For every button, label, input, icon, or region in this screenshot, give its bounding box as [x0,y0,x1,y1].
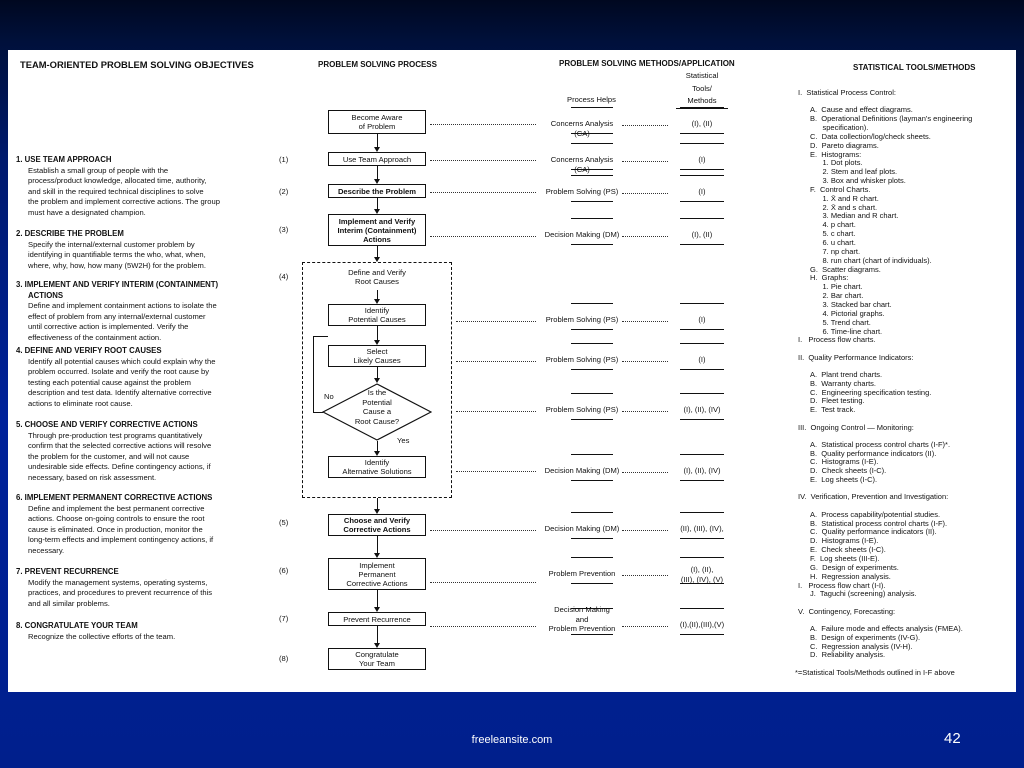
tools-underline [680,343,724,344]
tools-item: specification). [810,122,869,132]
statistical-tools-ref: (I), (II), (III), (IV), (V) [680,565,724,584]
decision-text: Is the Potential Cause a Root Cause? [354,388,400,426]
objective-text: long-term effects and implement contingency actions, if [28,535,214,545]
process-help: Problem Prevention [548,569,616,578]
objective-heading: 4. DEFINE AND VERIFY ROOT CAUSES [16,346,162,355]
tools-underline [680,608,724,609]
tools-item: B. Quality performance indicators (II). [810,448,937,458]
process-help: Concerns Analysis (CA) [550,119,614,138]
help-underline [571,393,613,394]
dotted-leader [622,236,668,237]
objective-text: Specify the internal/external customer problem by [28,239,195,249]
help-underline [571,634,613,635]
objective-text: process/product knowledge, allocated time, authority, [28,176,207,186]
flow-connector [377,536,378,554]
step-number: (4) [279,272,289,281]
help-underline [571,454,613,455]
process-step-box: Choose and Verify Corrective Actions [328,514,426,536]
tools-underline [680,557,724,558]
process-help: Problem Solving (PS) [545,315,619,324]
statistical-tools-ref: (I) [698,355,706,364]
objective-text: necessary. [28,546,65,555]
tools-underline [680,244,724,245]
help-underline [571,329,613,330]
tools-item: 1. X̄ and R chart. [810,193,879,203]
statistical-tools-ref: (I), (II), (IV) [683,405,721,414]
help-underline [571,512,613,513]
tools-underline [680,169,724,170]
process-help: Decision Making (DM) [544,466,620,475]
tools-item: 3. Median and R chart. [810,211,899,221]
tools-item: C. Histograms (I-E). [810,457,879,467]
tools-underline [680,454,724,455]
methods-title: PROBLEM SOLVING METHODS/APPLICATION [559,59,735,68]
step-number: (6) [279,566,289,575]
objective-heading: 7. PREVENT RECURRENCE [16,567,119,576]
tools-item: 4. Pictorial graphs. [810,308,885,318]
tools-underline [680,218,724,219]
help-underline [571,419,613,420]
flow-arrow [374,378,380,383]
tools-item: 4. p chart. [810,220,856,230]
tools-underline [680,512,724,513]
process-step-box: Implement Permanent Corrective Actions [328,558,426,590]
flow-arrow [374,147,380,152]
dotted-leader [430,160,536,161]
flow-arrow [374,340,380,345]
objective-text: Modify the management systems, operating systems, [28,577,208,587]
objective-text: description and test data. Identify alternative corrective [28,388,212,398]
objective-text: until corrective action is implemented. Verify the [28,322,189,332]
objective-text: Define and implement containment actions to isolate the [28,301,217,311]
tools-item: B. Operational Definitions (layman's engineering [810,114,973,124]
no-loop-line [313,412,323,413]
tools-item: 8. run chart (chart of individuals). [810,255,932,265]
objective-text: Recognize the collective efforts of the team. [28,631,176,641]
tools-underline [680,419,724,420]
flow-arrow [374,179,380,184]
flow-arrow [374,451,380,456]
footer-site: freeleansite.com [471,734,553,746]
statistical-tools-ref: (I) [698,187,706,196]
tools-section-heading: I. Process flow chart (I-I). [798,580,886,590]
tools-item: G. Scatter diagrams. [810,264,881,274]
dotted-leader [456,471,536,472]
statistical-tools-ref: (I), (II), (IV) [683,466,721,475]
help-underline [571,244,613,245]
objective-text: and skill in the required technical disciplines to solve [28,186,204,196]
tools-underline [680,303,724,304]
statistical-tools-ref: (I),(II),(III),(V) [679,620,725,629]
objective-text: and all similar problems. [28,598,110,608]
dotted-leader [430,582,536,583]
tools-underline [680,393,724,394]
objective-text: actions to eliminate root cause. [28,399,133,408]
flow-connector [377,626,378,644]
objective-heading: 8. CONGRATULATE YOUR TEAM [16,621,138,630]
objective-text: undesirable side effects. Define contingency actions, if [28,462,211,472]
flow-arrow [374,553,380,558]
flow-connector [377,166,378,180]
statistical-tools-ref: (II), (III), (IV), [680,524,724,533]
tools-item: *=Statistical Tools/Methods outlined in I-F above [795,667,955,677]
dotted-leader [622,626,668,627]
tools-item: C. Regression analysis (IV-H). [810,641,913,651]
tools-underline [680,143,724,144]
objective-heading: 5. CHOOSE AND VERIFY CORRECTIVE ACTIONS [16,420,198,429]
tools-item: H. Regression analysis. [810,571,891,581]
tools-item: 5. c chart. [810,229,856,239]
tools-item: 7. np chart. [810,246,861,256]
tools-title: STATISTICAL TOOLS/METHODS [853,63,976,72]
objective-text: cause is eliminated. Once in production, monitor the [28,524,203,534]
dotted-leader [622,361,668,362]
tools-item: E. Histograms: [810,149,862,159]
tools-underline [680,538,724,539]
tools-section-heading: V. Contingency, Forecasting: [798,606,896,616]
dotted-leader [622,472,668,473]
objective-text: the problem for the customer, and will not cause [28,451,190,461]
process-step-box: Describe the Problem [328,184,426,198]
objective-text: Define and implement the best permanent corrective [28,503,205,513]
process-help: Decision Making and Problem Prevention [548,605,616,633]
flow-arrow [374,299,380,304]
tools-item: G. Design of experiments. [810,562,899,572]
tools-item: 1. Pie chart. [810,282,863,292]
process-step-box: Prevent Recurrence [328,612,426,626]
group-title: Define and Verify Root Causes [348,268,406,286]
dotted-leader [622,530,668,531]
objective-text: where, why, how, how many (5W2H) for the problem. [28,260,206,270]
tools-item: A. Cause and effect diagrams. [810,105,913,115]
step-number: (7) [279,614,289,623]
flow-connector [377,590,378,608]
tools-underline [680,201,724,202]
objective-text: the problem and implement corrective actions. The group [28,197,220,207]
flow-arrow [374,509,380,514]
process-help: Problem Solving (PS) [545,187,619,196]
step-number: (3) [279,225,289,234]
tools-item: C. Engineering specification testing. [810,387,932,397]
tools-item: D. Pareto diagrams. [810,140,879,150]
flow-connector [377,134,378,148]
tools-item: E. Test track. [810,405,856,415]
help-underline [571,107,613,108]
help-underline [571,303,613,304]
dotted-leader [430,626,536,627]
process-step-box: Become Aware of Problem [328,110,426,134]
tools-item: C. Data collection/log/check sheets. [810,131,931,141]
tools-item: 2. Stem and leaf plots. [810,167,898,177]
process-help: Problem Solving (PS) [545,405,619,414]
objective-heading: 2. DESCRIBE THE PROBLEM [16,229,124,238]
no-loop-line [313,336,314,412]
no-loop-line [313,336,328,337]
tools-item: F. Control Charts. [810,184,871,194]
dotted-leader [430,124,536,125]
objectives-title: TEAM-ORIENTED PROBLEM SOLVING OBJECTIVES [20,59,254,70]
tools-section-heading: III. Ongoing Control — Monitoring: [798,422,914,432]
help-underline [571,201,613,202]
objective-text: must have a designated champion. [28,208,146,217]
tools-section-heading: IV. Verification, Prevention and Investigation: [798,492,949,502]
no-label: No [324,392,334,401]
tools-item: C. Quality performance indicators (II). [810,527,937,537]
tools-underline [680,107,724,108]
tools-underline [680,175,724,176]
tools-item: 3. Stacked bar chart. [810,299,892,309]
objective-text: necessary, based on risk assessment. [28,473,157,482]
dotted-leader [622,321,668,322]
help-underline [571,218,613,219]
tools-item: D. Check sheets (I-C). [810,466,887,476]
statistical-tools-ref: (I) [698,155,706,164]
objective-text: effect of problem from any internal/external customer [28,311,206,321]
tools-underline [680,583,724,584]
objective-text: problem occurred. Isolate and verify the root cause by [28,367,210,377]
tools-underline [680,133,724,134]
help-underline [571,608,613,609]
dotted-leader [622,411,668,412]
objective-heading: 1. USE TEAM APPROACH [16,155,112,164]
tools-item: J. Taguchi (screening) analysis. [810,589,917,599]
tools-item: F. Log sheets (III-E). [810,553,880,563]
process-title: PROBLEM SOLVING PROCESS [318,60,437,69]
tools-item: B. Statistical process control charts (I-F). [810,518,948,528]
help-underline [571,538,613,539]
tools-item: 3. Box and whisker plots. [810,176,906,186]
help-underline [571,143,613,144]
tools-item: 5. Trend chart. [810,317,871,327]
dotted-leader [456,361,536,362]
objective-text: effectiveness of the containment action. [28,333,162,342]
process-help: Decision Making (DM) [544,524,620,533]
helps-column-header: Process Helps [567,95,616,104]
process-step-box: Identify Potential Causes [328,304,426,326]
tools-item: A. Statistical process control charts (I-F)*. [810,439,951,449]
tools-item: 2. Bar chart. [810,291,864,301]
dotted-leader [622,193,668,194]
tools-item: D. Reliability analysis. [810,650,886,660]
tools-underline [680,634,724,635]
tools-underline [680,369,724,370]
help-underline [571,133,613,134]
dotted-leader [622,161,668,162]
objective-text: identifying in quantifiable terms the who, what, when, [28,250,206,260]
help-underline [571,480,613,481]
step-number: (8) [279,654,289,663]
objective-text: Establish a small group of people with the [28,165,169,175]
dotted-leader [456,321,536,322]
document-sheet [8,50,1016,692]
process-step-box: Identify Alternative Solutions [328,456,426,478]
dotted-leader [622,575,668,576]
objective-text: Through pre-production test programs quantitatively [28,430,203,440]
tools-item: A. Process capability/potential studies. [810,509,941,519]
tools-item: B. Warranty charts. [810,378,876,388]
dotted-leader [622,125,668,126]
tools-item: D. Histograms (I-E). [810,536,879,546]
header-underline [676,108,728,109]
tools-item: A. Plant trend charts. [810,369,883,379]
tools-section-heading: I. Statistical Process Control: [798,88,896,97]
help-underline [571,369,613,370]
step-number: (1) [279,155,289,164]
tools-underline [680,480,724,481]
tools-item: E. Log sheets (I-C). [810,475,878,485]
dotted-leader [430,236,536,237]
tools-section-heading: II. Quality Performance Indicators: [798,352,914,362]
tools-column-header: Statistical Tools/ Methods [685,71,719,105]
objective-text: practices, and procedures to prevent recurrence of this [28,588,213,598]
tools-section-heading: I. Process flow charts. [798,335,876,345]
objective-text: Identify all potential causes which could explain why the [28,356,216,366]
objective-heading: 6. IMPLEMENT PERMANENT CORRECTIVE ACTIONS [16,493,213,502]
dotted-leader [456,411,536,412]
help-underline [571,175,613,176]
objective-heading: ACTIONS [28,290,64,300]
statistical-tools-ref: (I) [698,315,706,324]
process-step-box: Use Team Approach [328,152,426,166]
step-number: (2) [279,187,289,196]
dotted-leader [430,530,536,531]
process-step-box: Implement and Verify Interim (Containment) Actions [328,214,426,246]
help-underline [571,583,613,584]
tools-item: 6. Time-line chart. [810,326,883,336]
objective-text: testing each potential cause against the problem [28,377,191,387]
objective-heading: 3. IMPLEMENT AND VERIFY INTERIM (CONTAINMENT) [16,280,219,289]
tools-item: 6. u chart. [810,238,856,247]
tools-item: 2. X̄ and s chart. [810,202,878,212]
process-step-box: Congratulate Your Team [328,648,426,670]
process-help: Problem Solving (PS) [545,355,619,364]
objective-text: confirm that the selected corrective actions will resolve [28,441,212,451]
process-help: Decision Making (DM) [544,230,620,239]
dotted-leader [430,192,536,193]
flow-arrow [374,257,380,262]
tools-item: B. Design of experiments (IV-G). [810,632,921,642]
statistical-tools-ref: (I), (II) [691,230,713,239]
statistical-tools-ref: (I), (II) [691,119,713,128]
tools-item: A. Failure mode and effects analysis (FMEA). [810,623,963,633]
process-step-box: Select Likely Causes [328,345,426,367]
tools-item: 1. Dot plots. [810,158,863,168]
tools-item: E. Check sheets (I-C). [810,545,886,555]
objective-text: actions. Choose on-going controls to ensure the root [28,514,205,524]
tools-underline [680,329,724,330]
process-help: Concerns Analysis (CA) [550,155,614,174]
tools-item: H. Graphs: [810,273,849,283]
flow-arrow [374,607,380,612]
step-number: (5) [279,518,289,527]
tools-item: D. Fleet testing. [810,396,865,406]
help-underline [571,557,613,558]
flow-arrow [374,209,380,214]
help-underline [571,343,613,344]
help-underline [571,169,613,170]
yes-label: Yes [397,436,410,445]
flow-arrow [374,643,380,648]
page-number: 42 [944,730,961,747]
flow-connector [377,326,378,341]
